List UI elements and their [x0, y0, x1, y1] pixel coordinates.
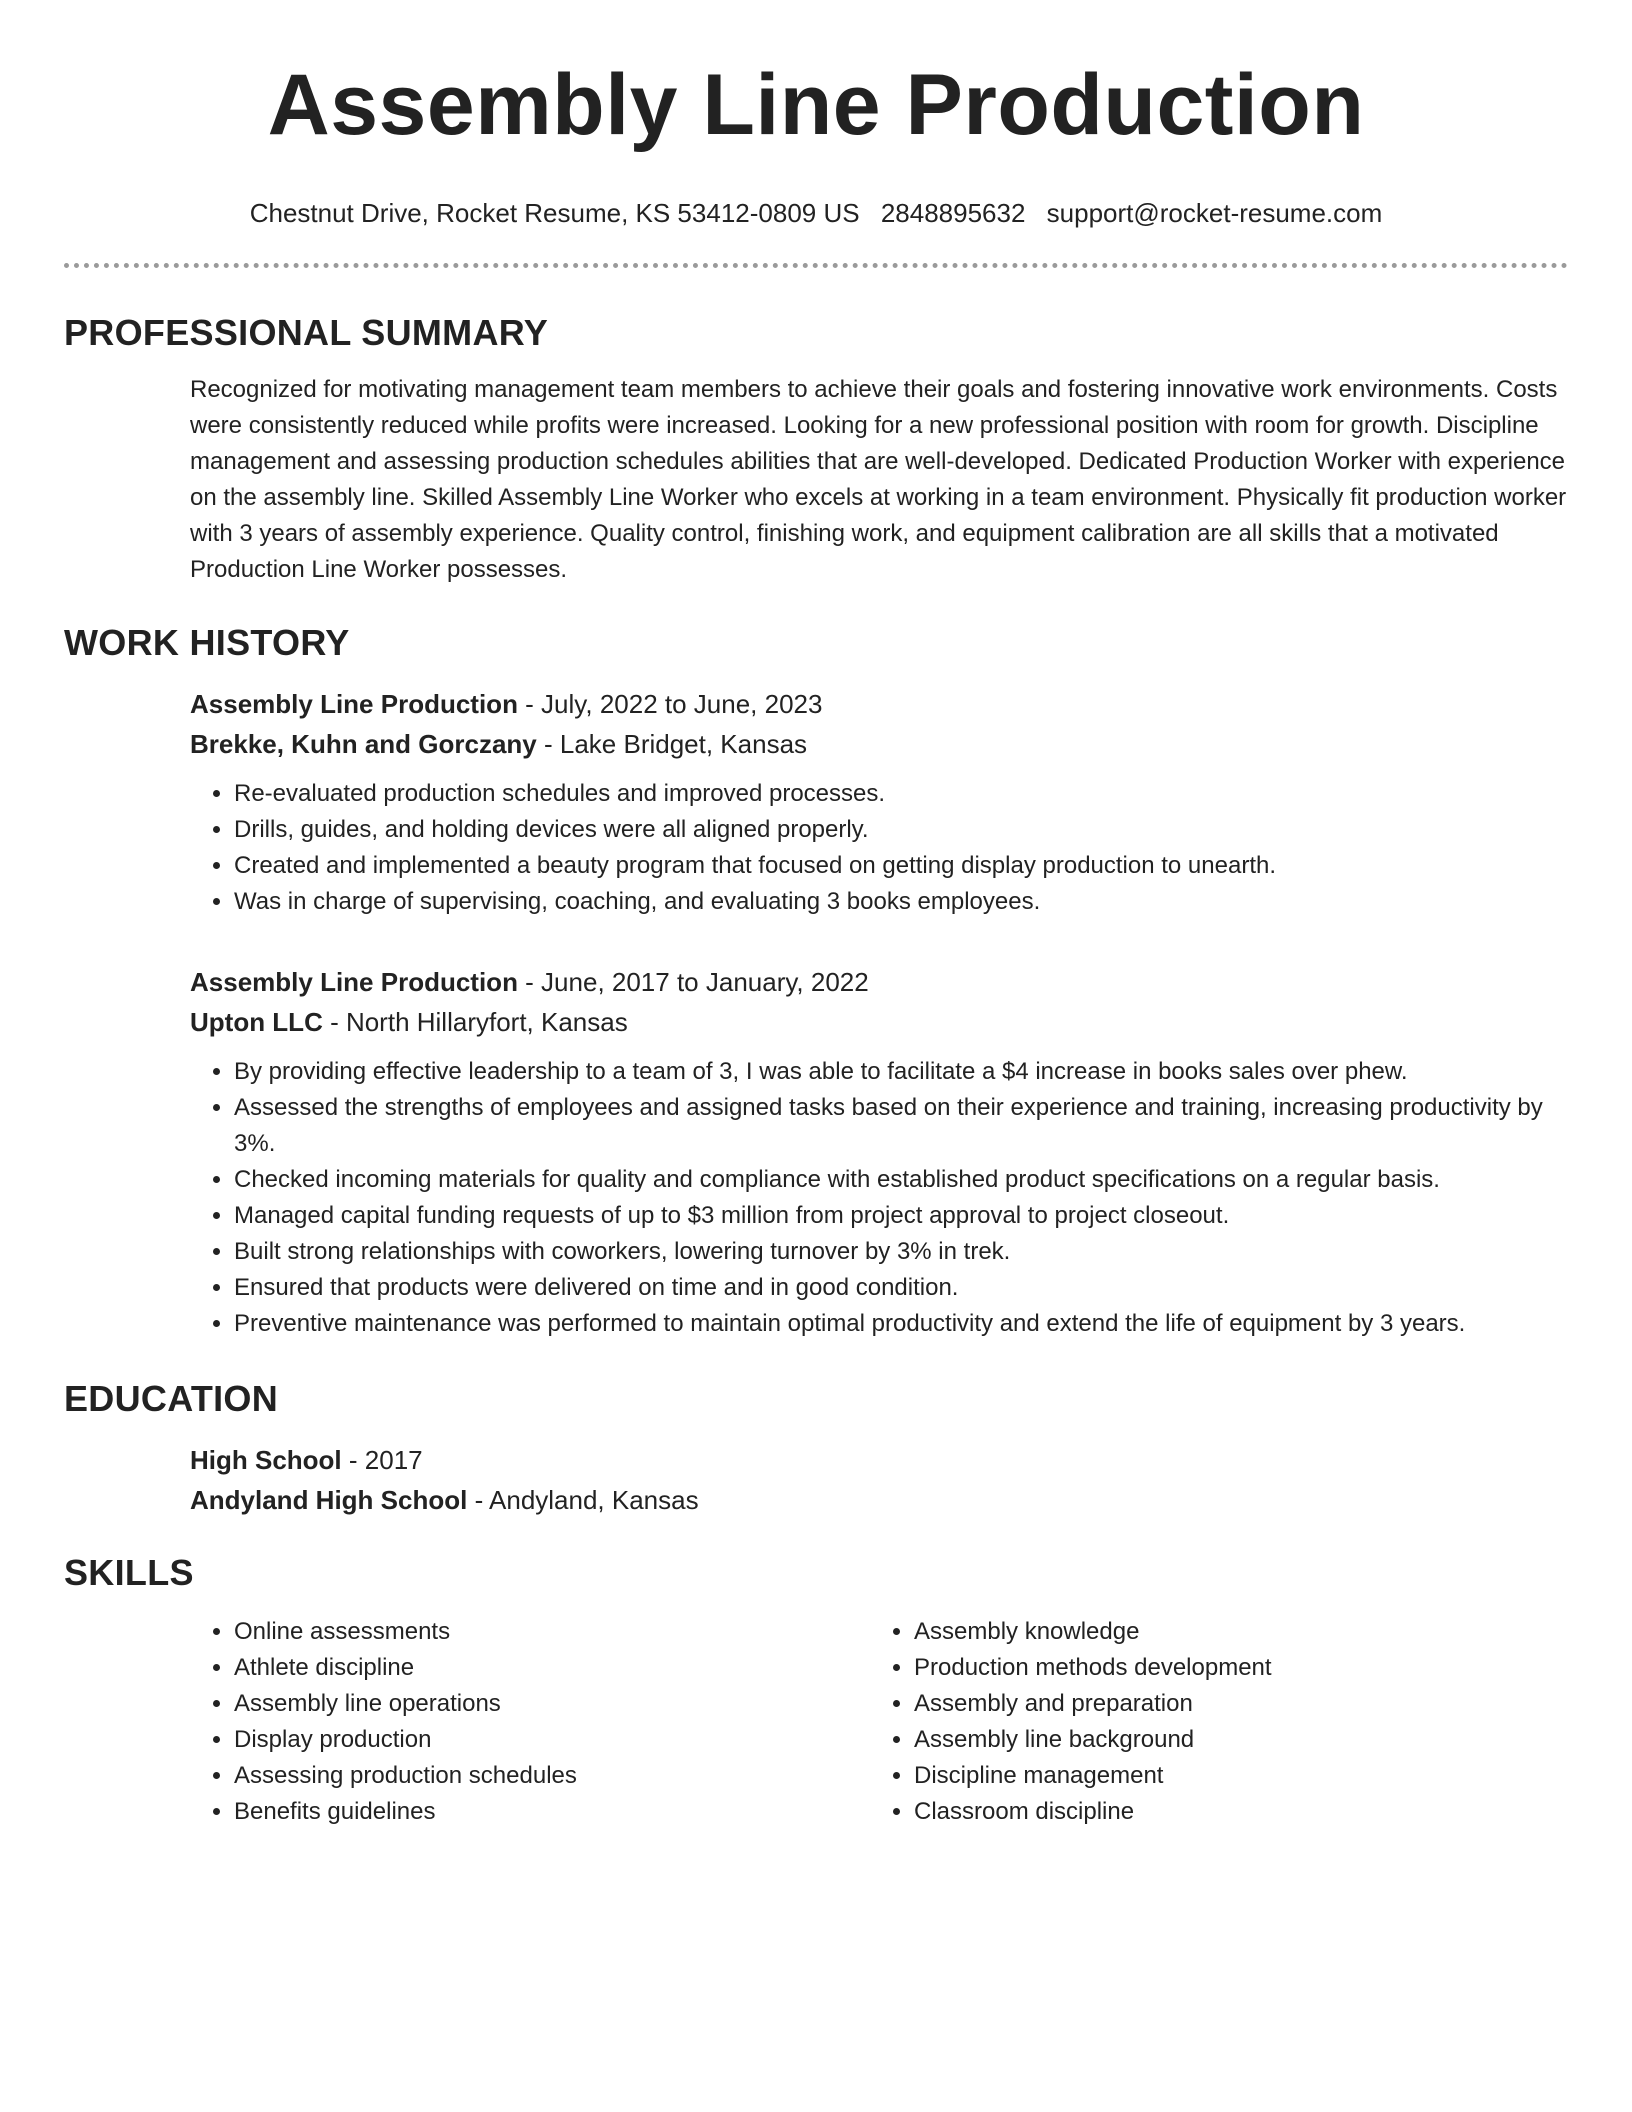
- job-entry: [64, 962, 1568, 1342]
- job-company: Upton LLC: [190, 1007, 323, 1037]
- skills-section: [64, 1552, 1568, 1830]
- list-item: • By providing effective leadership to a team of 3, I was able to facilitate a $4 increase in books sales over phew.: [234, 1054, 1568, 1090]
- summary-heading: PROFESSIONAL SUMMARY: [64, 312, 549, 353]
- skill-item: • Discipline management: [914, 1758, 1550, 1794]
- skill-item: • Benefits guidelines: [234, 1794, 870, 1830]
- job-company-line: [190, 724, 1568, 764]
- skill-item: • Classroom discipline: [914, 1794, 1550, 1830]
- education-location: - Andyland, Kansas: [467, 1485, 699, 1515]
- skills-column-right: [870, 1614, 1550, 1830]
- contact-email: support@rocket-resume.com: [1046, 198, 1383, 228]
- work-history-heading: WORK HISTORY: [64, 622, 350, 663]
- job-location: - North Hillaryfort, Kansas: [322, 1007, 628, 1037]
- education-school: Andyland High School: [190, 1485, 468, 1515]
- job-title-line: [190, 962, 1568, 1002]
- contact-address: Chestnut Drive, Rocket Resume, KS 53412-0809 US: [249, 198, 860, 228]
- skill-item: • Athlete discipline: [234, 1650, 870, 1686]
- skill-item: • Assembly line operations: [234, 1686, 870, 1722]
- summary-text: Recognized for motivating management team members to achieve their goals and fostering innovative work environments. Costs were consistently reduced while profits were increased. Looking for a new professional position with room for growth. Discipline management and assessing production schedules abilities that are well-developed. Dedicated Production Worker with experience on the assembly line. Skilled Assembly Line Worker who excels at working in a team environment. Physically fit production worker with 3 years of assembly experience. Quality control, finishing work, and equipment calibration are all skills that a motivated Production Line Worker possesses.: [190, 376, 1567, 583]
- education-degree-line: [190, 1440, 1568, 1480]
- job-company-line: [190, 1002, 1568, 1042]
- contact-line: [64, 197, 1568, 229]
- skill-item: • Assessing production schedules: [234, 1758, 870, 1794]
- list-item: • Preventive maintenance was performed to maintain optimal productivity and extend the life of equipment by 3 years.: [234, 1306, 1568, 1342]
- job-role: Assembly Line Production: [190, 967, 518, 997]
- job-entry: [64, 684, 1568, 920]
- job-company: Brekke, Kuhn and Gorczany: [190, 729, 537, 759]
- education-section: [64, 1378, 1568, 1520]
- skills-grid: [64, 1614, 1568, 1830]
- list-item: • Was in charge of supervising, coaching, and evaluating 3 books employees.: [234, 884, 1568, 920]
- list-item: • Built strong relationships with coworkers, lowering turnover by 3% in trek.: [234, 1234, 1568, 1270]
- skill-item: • Assembly line background: [914, 1722, 1550, 1758]
- list-item: • Drills, guides, and holding devices were all aligned properly.: [234, 812, 1568, 848]
- education-year: - 2017: [341, 1445, 423, 1475]
- education-degree: High School: [190, 1445, 342, 1475]
- summary-section: [64, 312, 1568, 588]
- candidate-name: Assembly Line Production: [267, 57, 1365, 153]
- job-dates: - June, 2017 to January, 2022: [517, 967, 869, 997]
- list-item: • Checked incoming materials for quality and compliance with established product specifications on a regular basis.: [234, 1162, 1568, 1198]
- job-title-line: [190, 684, 1568, 724]
- skill-item: • Assembly and preparation: [914, 1686, 1550, 1722]
- job-duties-list: [190, 1054, 1568, 1342]
- list-item: • Re-evaluated production schedules and improved processes.: [234, 776, 1568, 812]
- education-school-line: [190, 1480, 1568, 1520]
- job-location: - Lake Bridget, Kansas: [536, 729, 808, 759]
- skills-column-left: [190, 1614, 870, 1830]
- list-item: • Created and implemented a beauty program that focused on getting display production to unearth.: [234, 848, 1568, 884]
- job-role: Assembly Line Production: [190, 689, 518, 719]
- skill-item: • Production methods development: [914, 1650, 1550, 1686]
- work-history-section: [64, 622, 1568, 1342]
- education-heading: EDUCATION: [64, 1378, 279, 1419]
- list-item: • Assessed the strengths of employees and assigned tasks based on their experience and training, increasing productivity by 3%.: [234, 1090, 1568, 1162]
- job-dates: - July, 2022 to June, 2023: [517, 689, 823, 719]
- list-item: • Managed capital funding requests of up to $3 million from project approval to project closeout.: [234, 1198, 1568, 1234]
- list-item: • Ensured that products were delivered on time and in good condition.: [234, 1270, 1568, 1306]
- skill-item: • Display production: [234, 1722, 870, 1758]
- job-duties-list: [190, 776, 1568, 920]
- header-divider: [64, 263, 1568, 268]
- education-entry: [64, 1440, 1568, 1520]
- skills-heading: SKILLS: [64, 1552, 194, 1593]
- skill-item: • Online assessments: [234, 1614, 870, 1650]
- contact-phone: 2848895632: [880, 198, 1026, 228]
- skill-item: • Assembly knowledge: [914, 1614, 1550, 1650]
